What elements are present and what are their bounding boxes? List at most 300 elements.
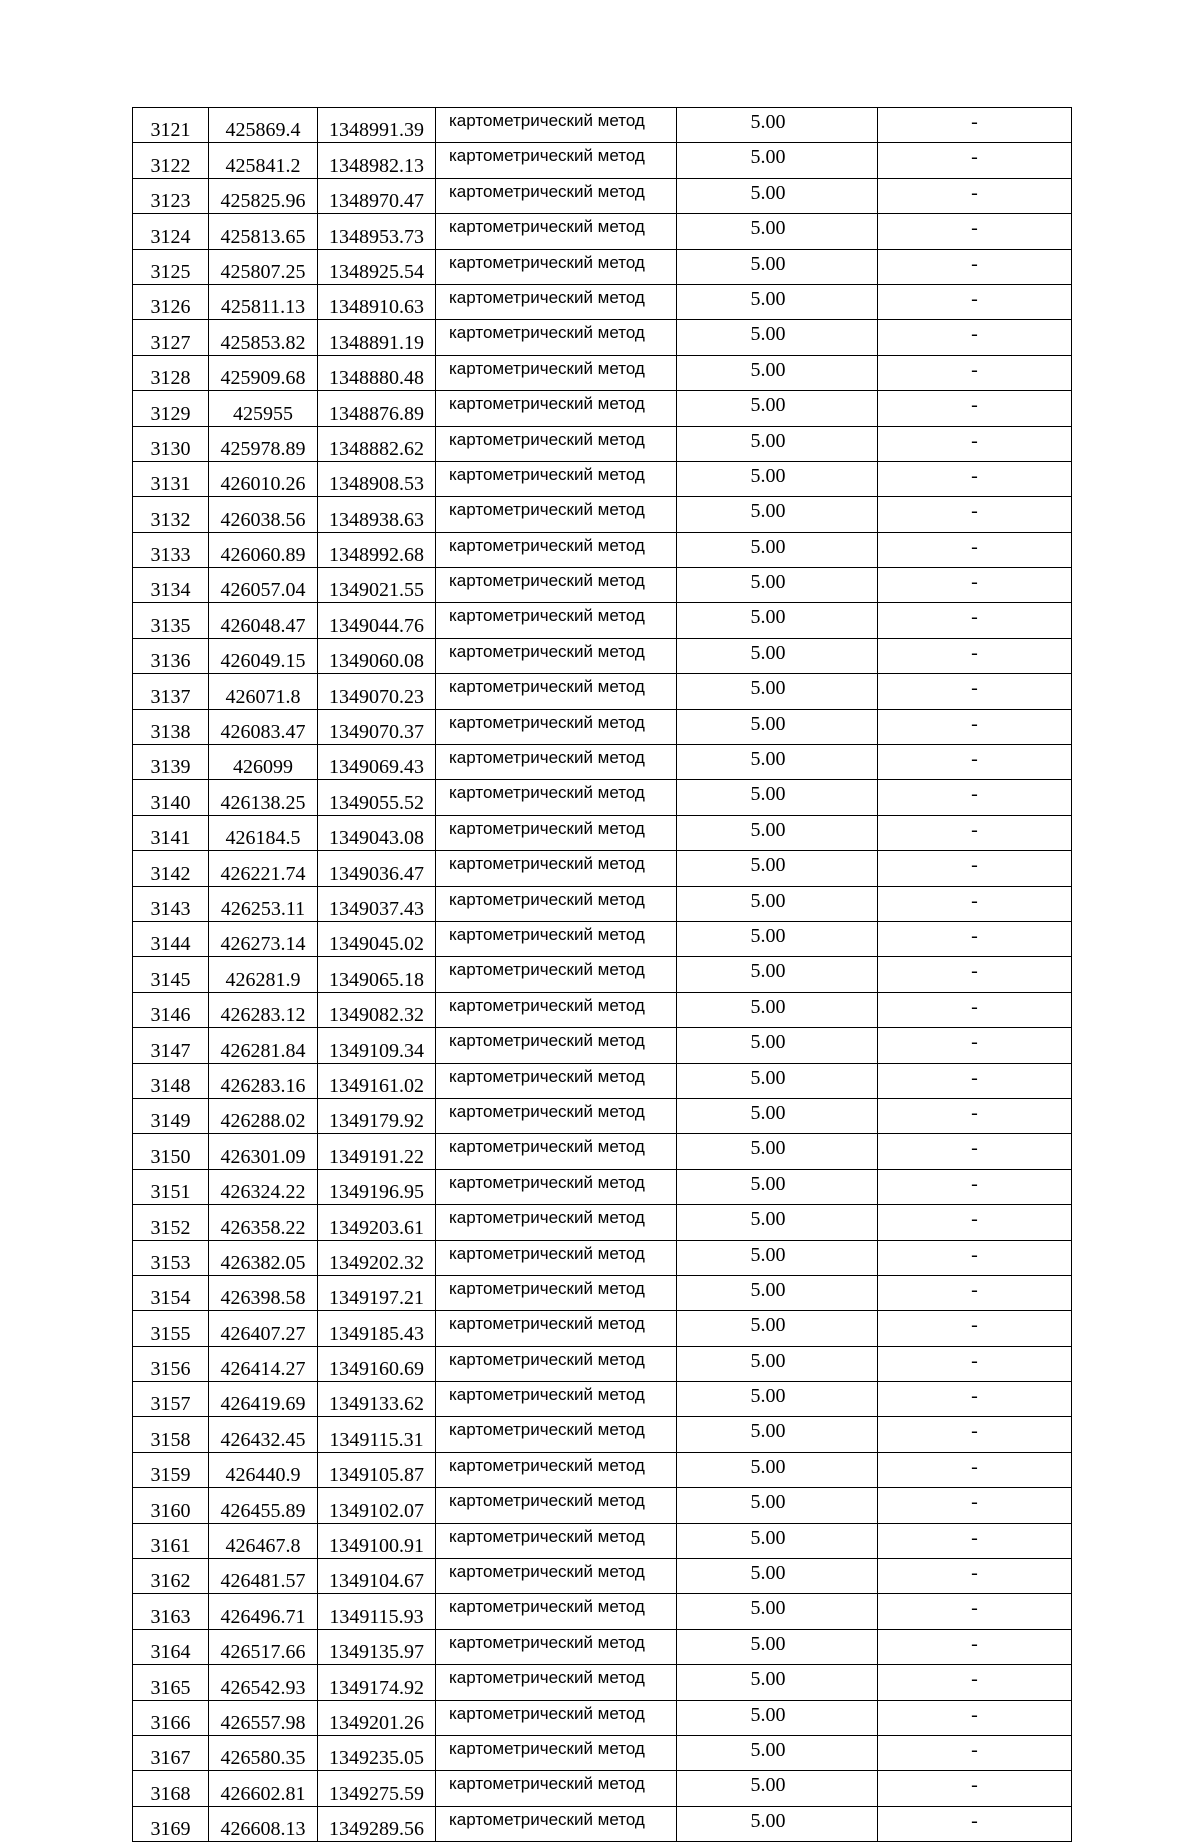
table-row xyxy=(133,1594,1072,1629)
accuracy-cell: 5.00 xyxy=(677,1488,878,1523)
y-coordinate-cell: 1349070.23 xyxy=(318,674,436,709)
table-row xyxy=(133,992,1072,1027)
table-row xyxy=(133,1205,1072,1240)
accuracy-cell: 5.00 xyxy=(677,1382,878,1417)
accuracy-cell: 5.00 xyxy=(677,1559,878,1594)
note-cell: - xyxy=(878,1523,1072,1558)
y-coordinate-cell: 1348880.48 xyxy=(318,355,436,390)
x-coordinate-cell: 426398.58 xyxy=(209,1275,318,1310)
x-coordinate-cell: 426010.26 xyxy=(209,461,318,496)
point-number-cell: 3126 xyxy=(133,284,209,319)
table-row xyxy=(133,1028,1072,1063)
x-coordinate-cell: 426288.02 xyxy=(209,1098,318,1133)
note-cell: - xyxy=(878,780,1072,815)
y-coordinate-cell: 1348938.63 xyxy=(318,497,436,532)
y-coordinate-cell: 1348910.63 xyxy=(318,284,436,319)
point-number-cell: 3154 xyxy=(133,1275,209,1310)
method-cell: картометрический метод xyxy=(436,1311,677,1346)
method-cell: картометрический метод xyxy=(436,1665,677,1700)
y-coordinate-cell: 1349174.92 xyxy=(318,1665,436,1700)
point-number-cell: 3133 xyxy=(133,532,209,567)
method-cell: картометрический метод xyxy=(436,1240,677,1275)
point-number-cell: 3123 xyxy=(133,178,209,213)
point-number-cell: 3128 xyxy=(133,355,209,390)
y-coordinate-cell: 1349100.91 xyxy=(318,1523,436,1558)
table-row xyxy=(133,568,1072,603)
x-coordinate-cell: 425978.89 xyxy=(209,426,318,461)
y-coordinate-cell: 1349197.21 xyxy=(318,1275,436,1310)
y-coordinate-cell: 1349115.31 xyxy=(318,1417,436,1452)
x-coordinate-cell: 426049.15 xyxy=(209,638,318,673)
note-cell: - xyxy=(878,1806,1072,1841)
y-coordinate-cell: 1348925.54 xyxy=(318,249,436,284)
x-coordinate-cell: 426138.25 xyxy=(209,780,318,815)
method-cell: картометрический метод xyxy=(436,1028,677,1063)
point-number-cell: 3155 xyxy=(133,1311,209,1346)
x-coordinate-cell: 426455.89 xyxy=(209,1488,318,1523)
method-cell: картометрический метод xyxy=(436,1488,677,1523)
y-coordinate-cell: 1349203.61 xyxy=(318,1205,436,1240)
x-coordinate-cell: 426281.84 xyxy=(209,1028,318,1063)
y-coordinate-cell: 1349275.59 xyxy=(318,1771,436,1806)
x-coordinate-cell: 426071.8 xyxy=(209,674,318,709)
y-coordinate-cell: 1348908.53 xyxy=(318,461,436,496)
point-number-cell: 3168 xyxy=(133,1771,209,1806)
table-row xyxy=(133,214,1072,249)
table-row xyxy=(133,921,1072,956)
accuracy-cell: 5.00 xyxy=(677,1134,878,1169)
accuracy-cell: 5.00 xyxy=(677,532,878,567)
note-cell: - xyxy=(878,108,1072,143)
method-cell: картометрический метод xyxy=(436,108,677,143)
method-cell: картометрический метод xyxy=(436,1098,677,1133)
accuracy-cell: 5.00 xyxy=(677,709,878,744)
note-cell: - xyxy=(878,745,1072,780)
point-number-cell: 3156 xyxy=(133,1346,209,1381)
accuracy-cell: 5.00 xyxy=(677,1771,878,1806)
table-row xyxy=(133,249,1072,284)
table-row xyxy=(133,1311,1072,1346)
note-cell: - xyxy=(878,1559,1072,1594)
x-coordinate-cell: 426221.74 xyxy=(209,851,318,886)
accuracy-cell: 5.00 xyxy=(677,603,878,638)
point-number-cell: 3163 xyxy=(133,1594,209,1629)
accuracy-cell: 5.00 xyxy=(677,426,878,461)
accuracy-cell: 5.00 xyxy=(677,249,878,284)
accuracy-cell: 5.00 xyxy=(677,1346,878,1381)
x-coordinate-cell: 425811.13 xyxy=(209,284,318,319)
method-cell: картометрический метод xyxy=(436,1629,677,1664)
x-coordinate-cell: 426419.69 xyxy=(209,1382,318,1417)
method-cell: картометрический метод xyxy=(436,178,677,213)
accuracy-cell: 5.00 xyxy=(677,497,878,532)
y-coordinate-cell: 1349196.95 xyxy=(318,1169,436,1204)
point-number-cell: 3144 xyxy=(133,921,209,956)
method-cell: картометрический метод xyxy=(436,461,677,496)
x-coordinate-cell: 426608.13 xyxy=(209,1806,318,1841)
point-number-cell: 3136 xyxy=(133,638,209,673)
x-coordinate-cell: 426048.47 xyxy=(209,603,318,638)
x-coordinate-cell: 426358.22 xyxy=(209,1205,318,1240)
table-row xyxy=(133,1098,1072,1133)
note-cell: - xyxy=(878,1452,1072,1487)
table-row xyxy=(133,1665,1072,1700)
method-cell: картометрический метод xyxy=(436,921,677,956)
point-number-cell: 3150 xyxy=(133,1134,209,1169)
method-cell: картометрический метод xyxy=(436,1417,677,1452)
table-row xyxy=(133,674,1072,709)
method-cell: картометрический метод xyxy=(436,391,677,426)
accuracy-cell: 5.00 xyxy=(677,1700,878,1735)
table-row xyxy=(133,1169,1072,1204)
table-row xyxy=(133,780,1072,815)
method-cell: картометрический метод xyxy=(436,143,677,178)
point-number-cell: 3138 xyxy=(133,709,209,744)
note-cell: - xyxy=(878,815,1072,850)
note-cell: - xyxy=(878,391,1072,426)
x-coordinate-cell: 425825.96 xyxy=(209,178,318,213)
note-cell: - xyxy=(878,1382,1072,1417)
method-cell: картометрический метод xyxy=(436,603,677,638)
y-coordinate-cell: 1349191.22 xyxy=(318,1134,436,1169)
method-cell: картометрический метод xyxy=(436,1452,677,1487)
x-coordinate-cell: 426324.22 xyxy=(209,1169,318,1204)
table-row xyxy=(133,1629,1072,1664)
x-coordinate-cell: 426496.71 xyxy=(209,1594,318,1629)
point-number-cell: 3166 xyxy=(133,1700,209,1735)
table-row xyxy=(133,745,1072,780)
method-cell: картометрический метод xyxy=(436,709,677,744)
table-row xyxy=(133,426,1072,461)
y-coordinate-cell: 1349185.43 xyxy=(318,1311,436,1346)
accuracy-cell: 5.00 xyxy=(677,1594,878,1629)
x-coordinate-cell: 426382.05 xyxy=(209,1240,318,1275)
method-cell: картометрический метод xyxy=(436,568,677,603)
point-number-cell: 3158 xyxy=(133,1417,209,1452)
method-cell: картометрический метод xyxy=(436,886,677,921)
method-cell: картометрический метод xyxy=(436,992,677,1027)
y-coordinate-cell: 1348876.89 xyxy=(318,391,436,426)
accuracy-cell: 5.00 xyxy=(677,638,878,673)
note-cell: - xyxy=(878,1275,1072,1310)
y-coordinate-cell: 1348882.62 xyxy=(318,426,436,461)
point-number-cell: 3145 xyxy=(133,957,209,992)
accuracy-cell: 5.00 xyxy=(677,568,878,603)
accuracy-cell: 5.00 xyxy=(677,1735,878,1770)
note-cell: - xyxy=(878,1028,1072,1063)
table-row xyxy=(133,1488,1072,1523)
x-coordinate-cell: 426057.04 xyxy=(209,568,318,603)
table-row xyxy=(133,497,1072,532)
coordinates-table-body xyxy=(133,108,1072,1842)
note-cell: - xyxy=(878,1417,1072,1452)
note-cell: - xyxy=(878,284,1072,319)
note-cell: - xyxy=(878,249,1072,284)
x-coordinate-cell: 426407.27 xyxy=(209,1311,318,1346)
method-cell: картометрический метод xyxy=(436,426,677,461)
accuracy-cell: 5.00 xyxy=(677,108,878,143)
x-coordinate-cell: 426467.8 xyxy=(209,1523,318,1558)
note-cell: - xyxy=(878,1700,1072,1735)
table-row xyxy=(133,143,1072,178)
point-number-cell: 3146 xyxy=(133,992,209,1027)
point-number-cell: 3149 xyxy=(133,1098,209,1133)
table-row xyxy=(133,957,1072,992)
accuracy-cell: 5.00 xyxy=(677,992,878,1027)
method-cell: картометрический метод xyxy=(436,532,677,567)
method-cell: картометрический метод xyxy=(436,1205,677,1240)
table-row xyxy=(133,320,1072,355)
y-coordinate-cell: 1349043.08 xyxy=(318,815,436,850)
note-cell: - xyxy=(878,992,1072,1027)
point-number-cell: 3131 xyxy=(133,461,209,496)
accuracy-cell: 5.00 xyxy=(677,320,878,355)
note-cell: - xyxy=(878,851,1072,886)
accuracy-cell: 5.00 xyxy=(677,1806,878,1841)
y-coordinate-cell: 1349160.69 xyxy=(318,1346,436,1381)
note-cell: - xyxy=(878,603,1072,638)
point-number-cell: 3162 xyxy=(133,1559,209,1594)
point-number-cell: 3148 xyxy=(133,1063,209,1098)
point-number-cell: 3124 xyxy=(133,214,209,249)
point-number-cell: 3152 xyxy=(133,1205,209,1240)
y-coordinate-cell: 1348891.19 xyxy=(318,320,436,355)
table-row xyxy=(133,886,1072,921)
table-row xyxy=(133,355,1072,390)
y-coordinate-cell: 1349135.97 xyxy=(318,1629,436,1664)
accuracy-cell: 5.00 xyxy=(677,1417,878,1452)
note-cell: - xyxy=(878,497,1072,532)
point-number-cell: 3164 xyxy=(133,1629,209,1664)
method-cell: картометрический метод xyxy=(436,780,677,815)
method-cell: картометрический метод xyxy=(436,957,677,992)
method-cell: картометрический метод xyxy=(436,284,677,319)
x-coordinate-cell: 426038.56 xyxy=(209,497,318,532)
x-coordinate-cell: 426432.45 xyxy=(209,1417,318,1452)
note-cell: - xyxy=(878,1488,1072,1523)
note-cell: - xyxy=(878,426,1072,461)
note-cell: - xyxy=(878,1665,1072,1700)
method-cell: картометрический метод xyxy=(436,638,677,673)
table-row xyxy=(133,851,1072,886)
accuracy-cell: 5.00 xyxy=(677,886,878,921)
method-cell: картометрический метод xyxy=(436,1275,677,1310)
point-number-cell: 3121 xyxy=(133,108,209,143)
note-cell: - xyxy=(878,1240,1072,1275)
point-number-cell: 3157 xyxy=(133,1382,209,1417)
accuracy-cell: 5.00 xyxy=(677,178,878,213)
note-cell: - xyxy=(878,638,1072,673)
point-number-cell: 3142 xyxy=(133,851,209,886)
y-coordinate-cell: 1349060.08 xyxy=(318,638,436,673)
point-number-cell: 3153 xyxy=(133,1240,209,1275)
x-coordinate-cell: 425813.65 xyxy=(209,214,318,249)
table-row xyxy=(133,1134,1072,1169)
note-cell: - xyxy=(878,674,1072,709)
point-number-cell: 3159 xyxy=(133,1452,209,1487)
point-number-cell: 3151 xyxy=(133,1169,209,1204)
table-row xyxy=(133,603,1072,638)
x-coordinate-cell: 425853.82 xyxy=(209,320,318,355)
method-cell: картометрический метод xyxy=(436,1806,677,1841)
coordinates-table xyxy=(132,107,1072,1842)
y-coordinate-cell: 1349044.76 xyxy=(318,603,436,638)
note-cell: - xyxy=(878,709,1072,744)
y-coordinate-cell: 1348970.47 xyxy=(318,178,436,213)
table-row xyxy=(133,178,1072,213)
accuracy-cell: 5.00 xyxy=(677,674,878,709)
point-number-cell: 3127 xyxy=(133,320,209,355)
x-coordinate-cell: 425841.2 xyxy=(209,143,318,178)
accuracy-cell: 5.00 xyxy=(677,1028,878,1063)
accuracy-cell: 5.00 xyxy=(677,214,878,249)
y-coordinate-cell: 1349069.43 xyxy=(318,745,436,780)
note-cell: - xyxy=(878,1771,1072,1806)
table-row xyxy=(133,1452,1072,1487)
point-number-cell: 3141 xyxy=(133,815,209,850)
y-coordinate-cell: 1349055.52 xyxy=(318,780,436,815)
accuracy-cell: 5.00 xyxy=(677,1063,878,1098)
point-number-cell: 3137 xyxy=(133,674,209,709)
y-coordinate-cell: 1348982.13 xyxy=(318,143,436,178)
y-coordinate-cell: 1349070.37 xyxy=(318,709,436,744)
accuracy-cell: 5.00 xyxy=(677,284,878,319)
x-coordinate-cell: 426281.9 xyxy=(209,957,318,992)
note-cell: - xyxy=(878,568,1072,603)
y-coordinate-cell: 1348953.73 xyxy=(318,214,436,249)
x-coordinate-cell: 426283.16 xyxy=(209,1063,318,1098)
table-row xyxy=(133,638,1072,673)
point-number-cell: 3122 xyxy=(133,143,209,178)
x-coordinate-cell: 426580.35 xyxy=(209,1735,318,1770)
point-number-cell: 3165 xyxy=(133,1665,209,1700)
point-number-cell: 3143 xyxy=(133,886,209,921)
y-coordinate-cell: 1349065.18 xyxy=(318,957,436,992)
y-coordinate-cell: 1349105.87 xyxy=(318,1452,436,1487)
table-row xyxy=(133,108,1072,143)
y-coordinate-cell: 1349109.34 xyxy=(318,1028,436,1063)
x-coordinate-cell: 425909.68 xyxy=(209,355,318,390)
x-coordinate-cell: 426083.47 xyxy=(209,709,318,744)
x-coordinate-cell: 426517.66 xyxy=(209,1629,318,1664)
y-coordinate-cell: 1349045.02 xyxy=(318,921,436,956)
table-row xyxy=(133,1382,1072,1417)
x-coordinate-cell: 426602.81 xyxy=(209,1771,318,1806)
y-coordinate-cell: 1349021.55 xyxy=(318,568,436,603)
x-coordinate-cell: 426099 xyxy=(209,745,318,780)
accuracy-cell: 5.00 xyxy=(677,1523,878,1558)
accuracy-cell: 5.00 xyxy=(677,1629,878,1664)
note-cell: - xyxy=(878,1098,1072,1133)
note-cell: - xyxy=(878,143,1072,178)
note-cell: - xyxy=(878,1063,1072,1098)
point-number-cell: 3169 xyxy=(133,1806,209,1841)
method-cell: картометрический метод xyxy=(436,214,677,249)
method-cell: картометрический метод xyxy=(436,1523,677,1558)
note-cell: - xyxy=(878,1594,1072,1629)
accuracy-cell: 5.00 xyxy=(677,780,878,815)
accuracy-cell: 5.00 xyxy=(677,143,878,178)
x-coordinate-cell: 426414.27 xyxy=(209,1346,318,1381)
y-coordinate-cell: 1349104.67 xyxy=(318,1559,436,1594)
method-cell: картометрический метод xyxy=(436,249,677,284)
x-coordinate-cell: 426253.11 xyxy=(209,886,318,921)
y-coordinate-cell: 1349133.62 xyxy=(318,1382,436,1417)
note-cell: - xyxy=(878,1205,1072,1240)
table-row xyxy=(133,284,1072,319)
accuracy-cell: 5.00 xyxy=(677,851,878,886)
y-coordinate-cell: 1348992.68 xyxy=(318,532,436,567)
x-coordinate-cell: 426283.12 xyxy=(209,992,318,1027)
x-coordinate-cell: 425807.25 xyxy=(209,249,318,284)
table-row xyxy=(133,1240,1072,1275)
accuracy-cell: 5.00 xyxy=(677,1311,878,1346)
x-coordinate-cell: 426301.09 xyxy=(209,1134,318,1169)
note-cell: - xyxy=(878,1169,1072,1204)
method-cell: картометрический метод xyxy=(436,745,677,780)
accuracy-cell: 5.00 xyxy=(677,391,878,426)
table-row xyxy=(133,1735,1072,1770)
point-number-cell: 3125 xyxy=(133,249,209,284)
note-cell: - xyxy=(878,957,1072,992)
point-number-cell: 3130 xyxy=(133,426,209,461)
note-cell: - xyxy=(878,1735,1072,1770)
table-row xyxy=(133,1417,1072,1452)
point-number-cell: 3134 xyxy=(133,568,209,603)
accuracy-cell: 5.00 xyxy=(677,1169,878,1204)
method-cell: картометрический метод xyxy=(436,1063,677,1098)
note-cell: - xyxy=(878,1346,1072,1381)
x-coordinate-cell: 426184.5 xyxy=(209,815,318,850)
table-row xyxy=(133,391,1072,426)
method-cell: картометрический метод xyxy=(436,1594,677,1629)
method-cell: картометрический метод xyxy=(436,1700,677,1735)
y-coordinate-cell: 1349201.26 xyxy=(318,1700,436,1735)
method-cell: картометрический метод xyxy=(436,355,677,390)
y-coordinate-cell: 1349037.43 xyxy=(318,886,436,921)
method-cell: картометрический метод xyxy=(436,1559,677,1594)
y-coordinate-cell: 1349036.47 xyxy=(318,851,436,886)
method-cell: картометрический метод xyxy=(436,674,677,709)
point-number-cell: 3147 xyxy=(133,1028,209,1063)
y-coordinate-cell: 1349179.92 xyxy=(318,1098,436,1133)
table-row xyxy=(133,1559,1072,1594)
method-cell: картометрический метод xyxy=(436,1134,677,1169)
method-cell: картометрический метод xyxy=(436,1346,677,1381)
x-coordinate-cell: 426481.57 xyxy=(209,1559,318,1594)
x-coordinate-cell: 426557.98 xyxy=(209,1700,318,1735)
table-row xyxy=(133,1700,1072,1735)
method-cell: картометрический метод xyxy=(436,1382,677,1417)
note-cell: - xyxy=(878,1311,1072,1346)
method-cell: картометрический метод xyxy=(436,851,677,886)
note-cell: - xyxy=(878,886,1072,921)
table-row xyxy=(133,709,1072,744)
method-cell: картометрический метод xyxy=(436,320,677,355)
x-coordinate-cell: 426273.14 xyxy=(209,921,318,956)
table-row xyxy=(133,461,1072,496)
method-cell: картометрический метод xyxy=(436,1169,677,1204)
method-cell: картометрический метод xyxy=(436,497,677,532)
accuracy-cell: 5.00 xyxy=(677,921,878,956)
table-row xyxy=(133,532,1072,567)
point-number-cell: 3129 xyxy=(133,391,209,426)
note-cell: - xyxy=(878,921,1072,956)
accuracy-cell: 5.00 xyxy=(677,1665,878,1700)
note-cell: - xyxy=(878,214,1072,249)
y-coordinate-cell: 1349082.32 xyxy=(318,992,436,1027)
y-coordinate-cell: 1349202.32 xyxy=(318,1240,436,1275)
